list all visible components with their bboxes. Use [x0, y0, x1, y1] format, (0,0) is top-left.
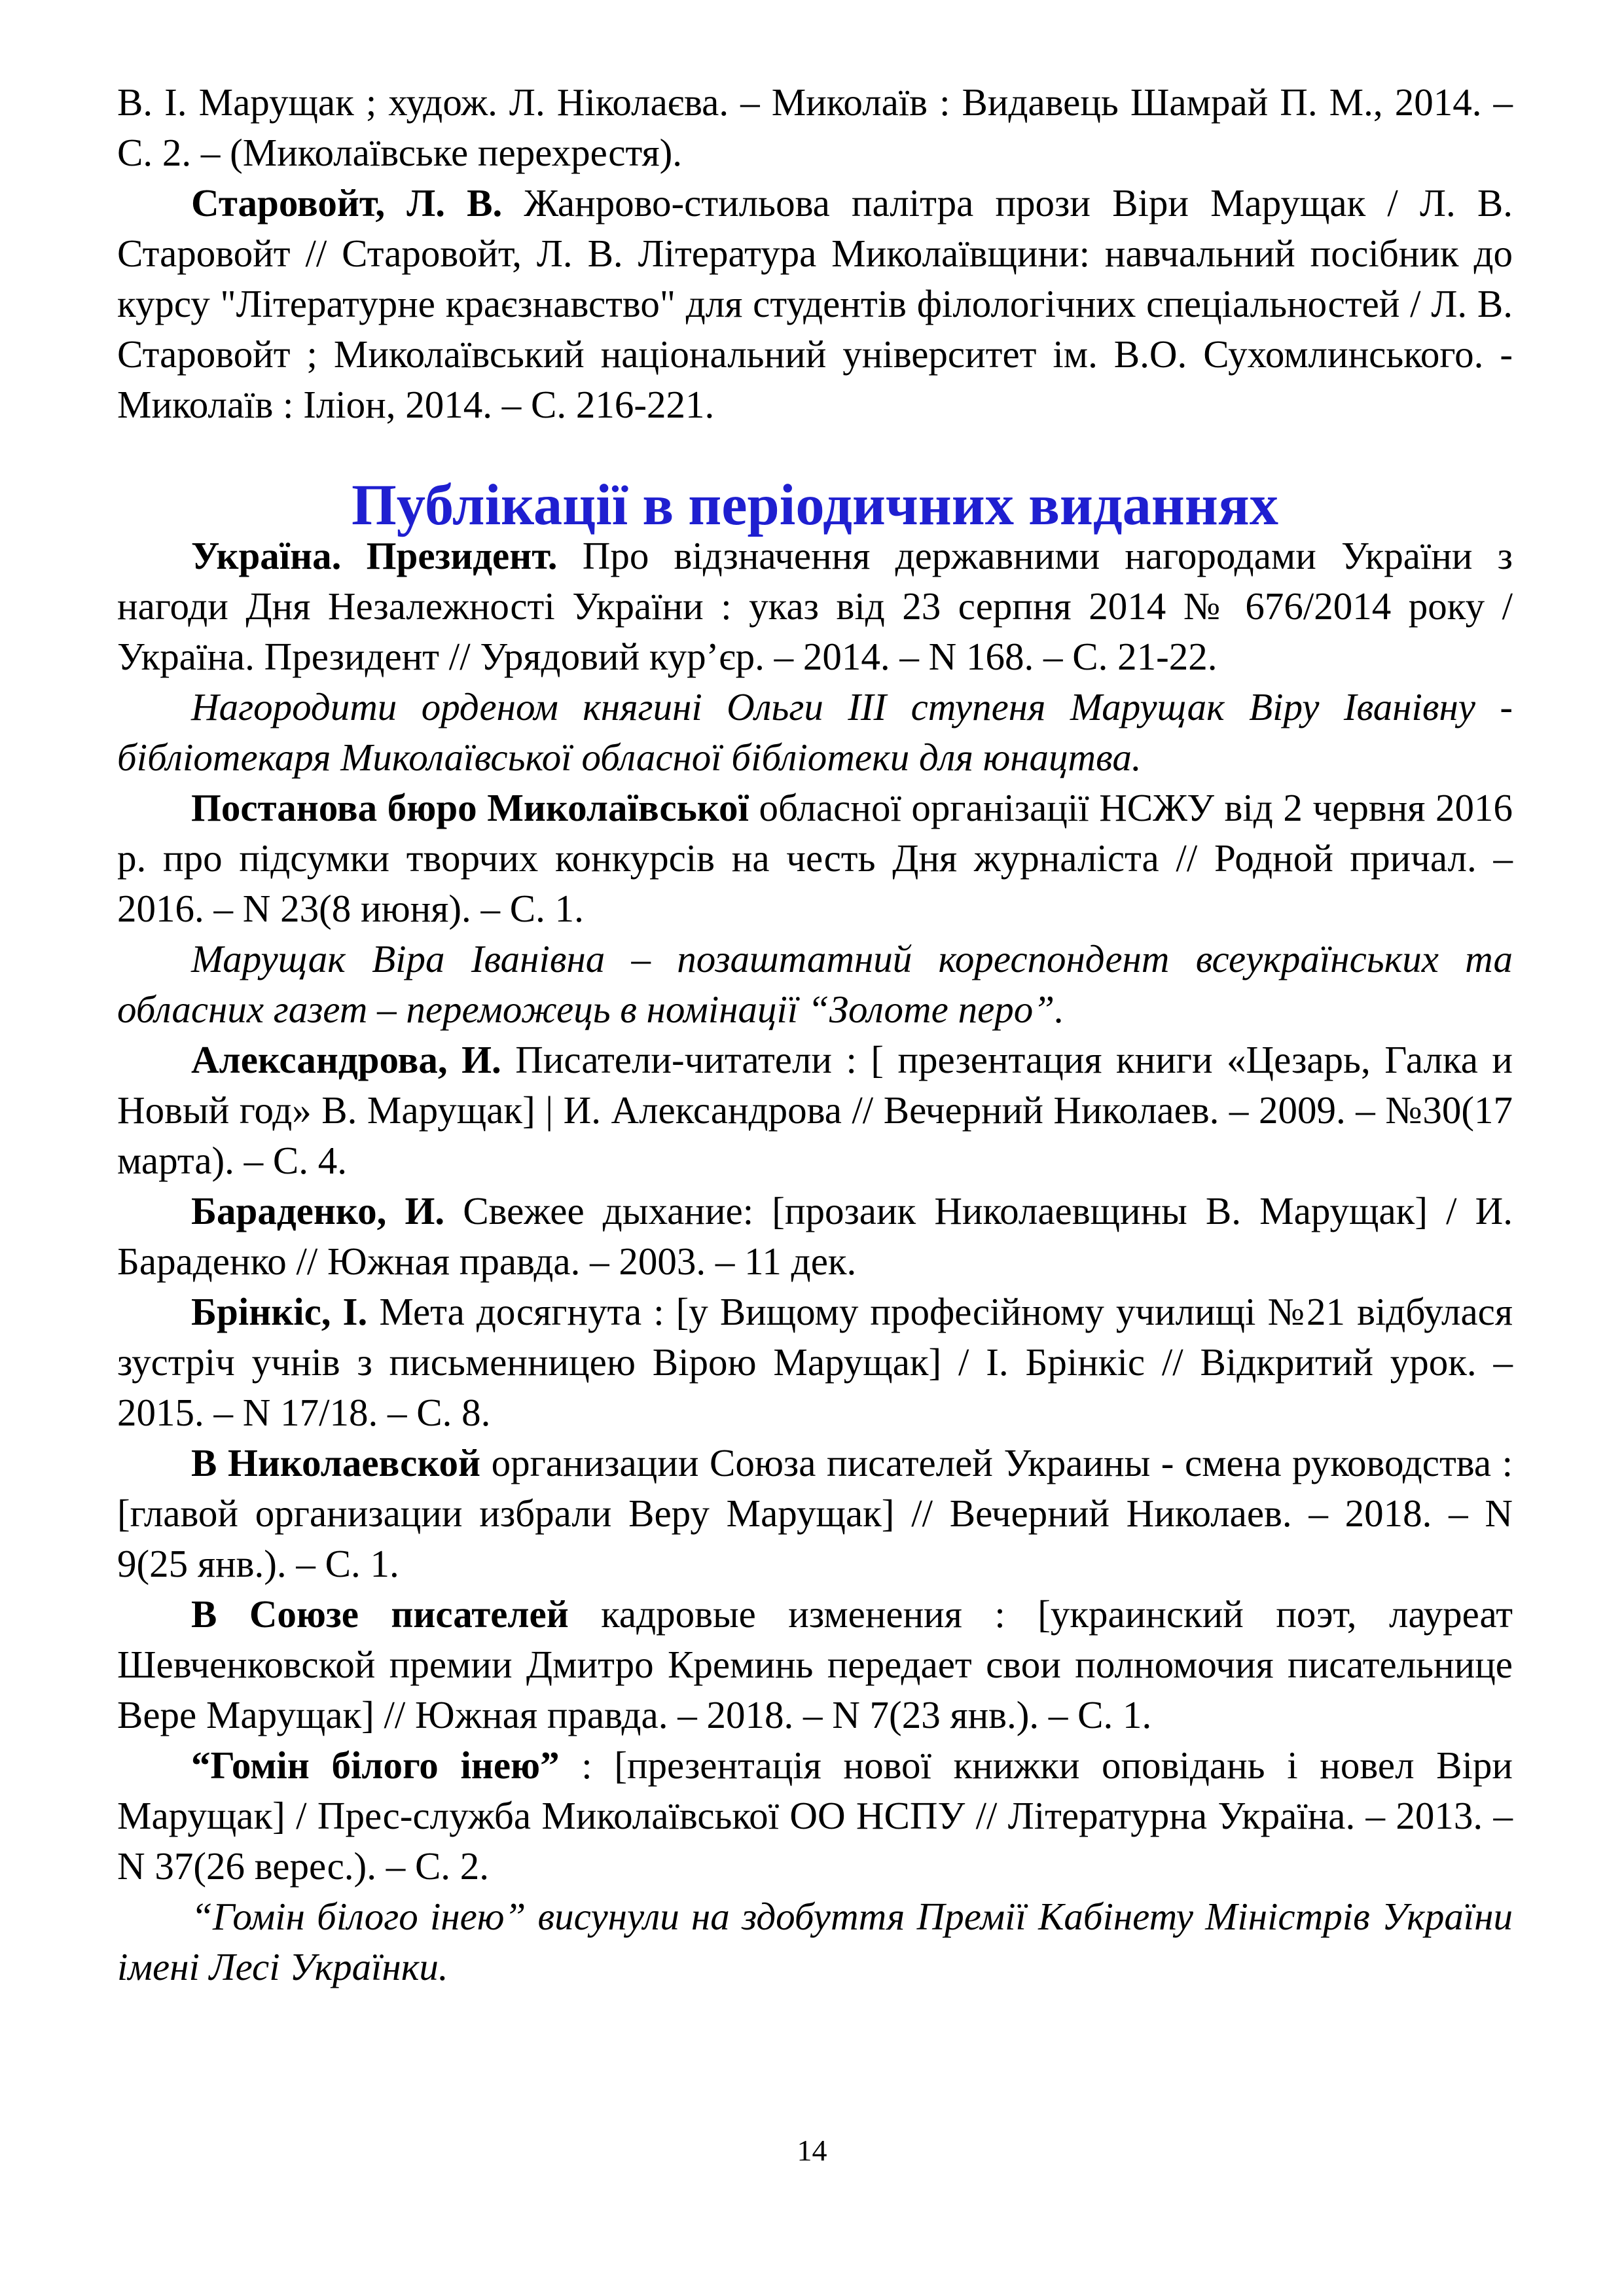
entry-author: Старовойт, Л. В. [191, 181, 503, 224]
entry-text: Писатели-читатели : [ презентация книги «Цезарь, Галка и Новый год» В. Марущак] | И. Александрова // Вечерний Николаев. – 2009. – №30(17 марта). – С. 4. [117, 1038, 1513, 1182]
entry-author: Україна. Президент. [191, 534, 558, 577]
entry-text: организации Союза писателей Украины - смена руководства : [главой организации избрали Веру Марущак] // Вечерний Николаев. – 2018. – N 9(25 янв.). – С. 1. [117, 1441, 1513, 1585]
bibliography-entry [117, 531, 1513, 682]
entry-title-bold: В Николаевской [191, 1441, 481, 1484]
section-heading: Публікації в періодичних виданнях [351, 473, 1279, 537]
bibliography-entry-continuation [117, 77, 1513, 178]
page-number: 14 [797, 2134, 827, 2167]
entry-text: В. І. Марущак ; худож. Л. Ніколаєва. – Миколаїв : Видавець Шамрай П. М., 2014. – С. 2. – (Миколаївське перехрестя). [117, 81, 1513, 174]
bibliography-entry [117, 1287, 1513, 1438]
entry-text: кадровые изменения : [украинский поэт, лауреат Шевченковской премии Дмитро Креминь передает свои полномочия писательнице Вере Марущак] // Южная правда. – 2018. – N 7(23 янв.). – С. 1. [117, 1592, 1513, 1736]
bibliography-entry [117, 783, 1513, 934]
entry-author: Александрова, И. [191, 1038, 501, 1081]
bibliography-entry [117, 1589, 1513, 1740]
bibliography-entry [117, 1740, 1513, 1892]
entry-title-bold: В Союзе писателей [191, 1592, 569, 1636]
bibliography-entry [117, 1035, 1513, 1186]
entry-author: Брінкіс, І. [191, 1290, 368, 1333]
entry-text: Мета досягнута : [у Вищому професійному училищі №21 відбулася зустріч учнів з письменницею Вірою Марущак] / І. Брінкіс // Відкритий урок. – 2015. – N 17/18. – С. 8. [117, 1290, 1513, 1434]
entry-author: Бараденко, И. [191, 1189, 445, 1232]
entry-text: : [презентація нової книжки оповідань і новел Віри Марущак] / Прес-служба Миколаївської ОО НСПУ // Літературна Україна. – 2013. – N 37(26 верес.). – С. 2. [117, 1744, 1513, 1888]
entry-annotation: “Гомін білого інею” висунули на здобуття Премії Кабінету Міністрів України імені Лесі Українки. [117, 1895, 1513, 1988]
bibliography-entry [117, 1186, 1513, 1287]
bibliography-entry [117, 178, 1513, 430]
document-page [117, 77, 1513, 1992]
bibliography-entry [117, 1438, 1513, 1589]
entry-text: Жанрово-стильова палітра прози Віри Марущак / Л. В. Старовойт // Старовойт, Л. В. Література Миколаївщини: навчальний посібник до курсу "Літературне краєзнавство" для студентів філологічних спеціальностей / Л. В. Старовойт ; Миколаївський національний університет ім. В.О. Сухомлинського. - Миколаїв : Іліон, 2014. – С. 216-221. [117, 181, 1513, 426]
entry-title-bold: “Гомін білого інею” [191, 1744, 560, 1787]
entry-text: обласної організації НСЖУ від 2 червня 2016 р. про підсумки творчих конкурсів на честь Дня журналіста // Родной причал. – 2016. – N 23(8 июня). – С. 1. [117, 786, 1513, 930]
entry-text: Про відзначення державними нагородами України з нагоди Дня Незалежності України : указ від 23 серпня 2014 № 676/2014 року / Україна. Президент // Урядовий кур’єр. – 2014. – N 168. – С. 21-22. [117, 534, 1513, 678]
entry-annotation: Нагородити орденом княгині Ольги ІІІ ступеня Марущак Віру Іванівну - бібліотекаря Миколаївської обласної бібліотеки для юнацтва. [117, 685, 1513, 779]
entry-title-bold: Постанова бюро Миколаївської [191, 786, 749, 829]
entry-annotation: Марущак Віра Іванівна – позаштатний кореспондент всеукраїнських та обласних газет – переможець в номінації “Золоте перо”. [117, 937, 1513, 1031]
entry-text: Свежее дыхание: [прозаик Николаевщины В. Марущак] / И. Бараденко // Южная правда. – 2003. – 11 дек. [117, 1189, 1513, 1283]
